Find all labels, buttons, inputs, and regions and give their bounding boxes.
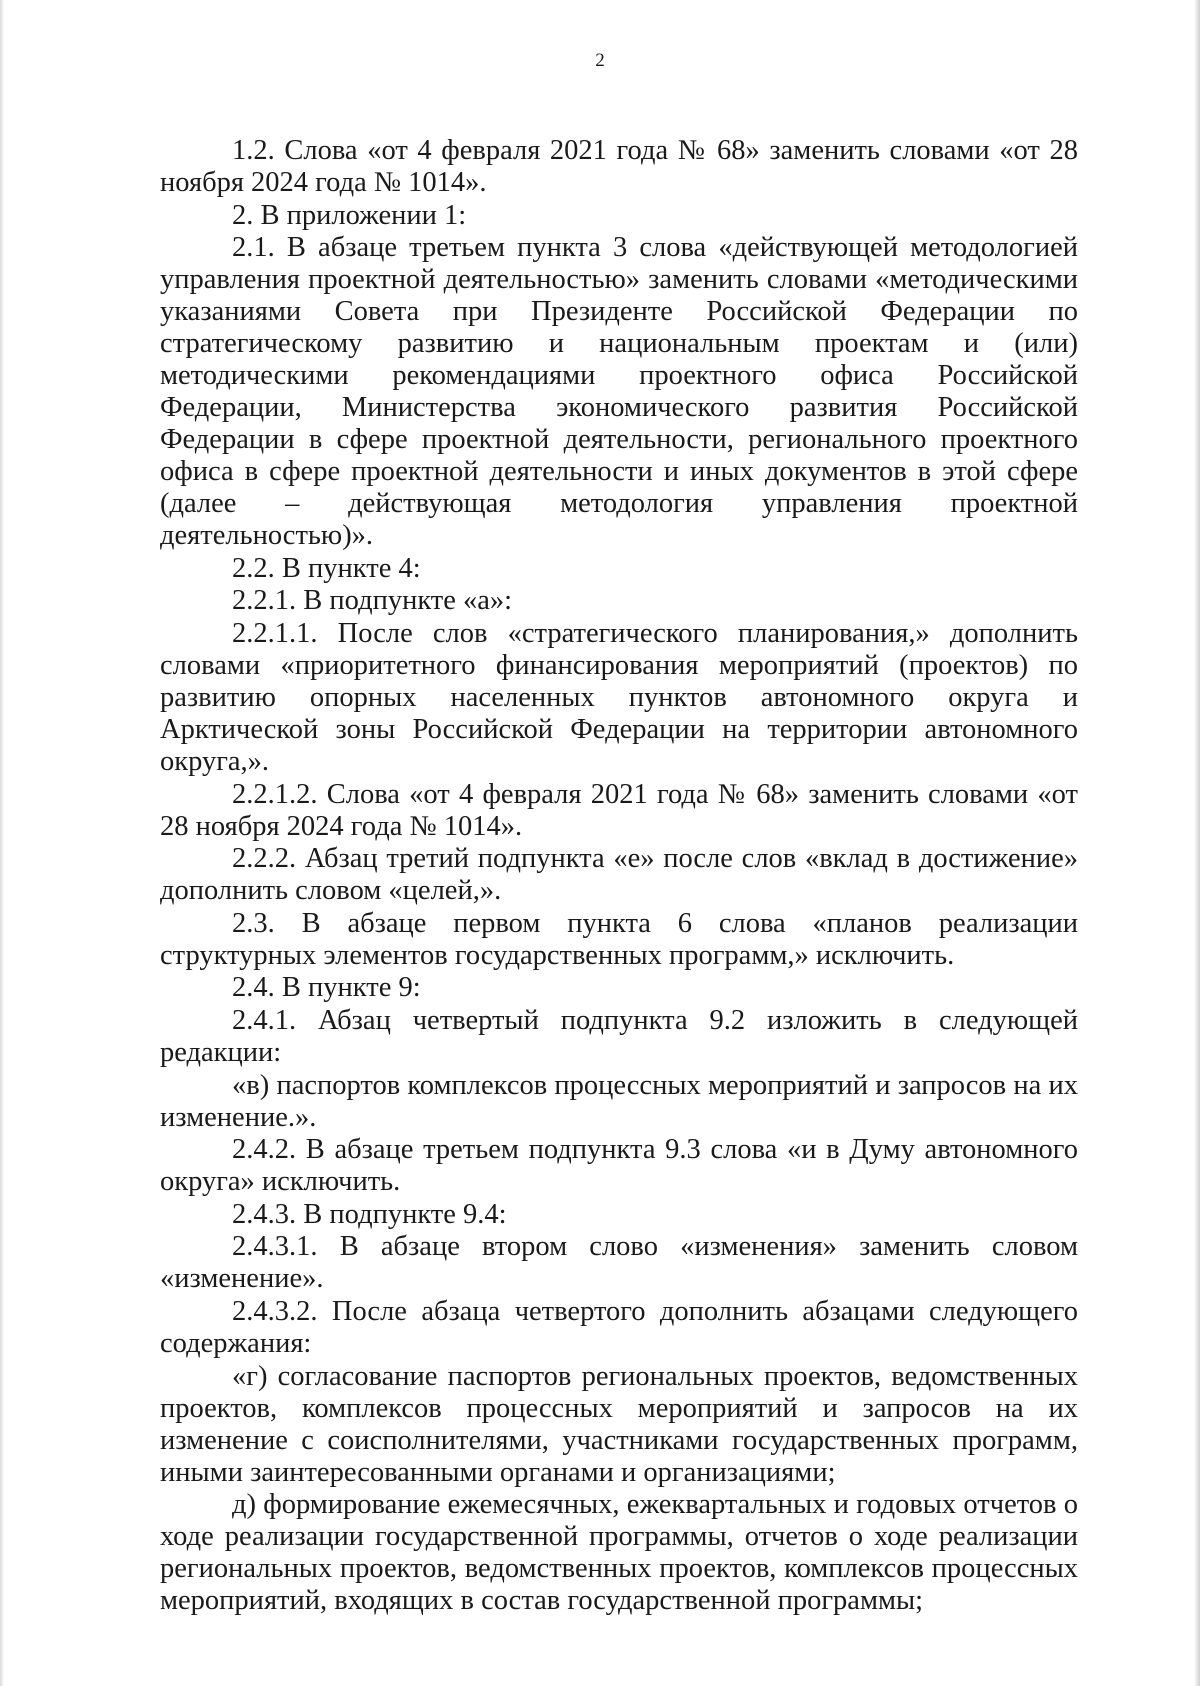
paragraph-quote-g: «г) согласование паспортов региональных проектов, ведомственных проектов, комплексов процессных мероприятий и запросов на их изменение с соисполнителями, участниками государственных программ, иными заинтересованными органами и организациями; — [160, 1360, 1078, 1488]
paragraph-2-2-1: 2.2.1. В подпункте «а»: — [232, 585, 513, 617]
paragraph-2-2-2: 2.2.2. Абзац третий подпункта «е» после слов «вклад в достижение» дополнить словом «целей,». — [160, 843, 1078, 907]
paragraph-2-4-3-2: 2.4.3.2. После абзаца четвертого дополнить абзацами следующего содержания: — [160, 1295, 1078, 1359]
paragraph-2-2-1-1: 2.2.1.1. После слов «стратегического планирования,» дополнить словами «приоритетного финансирования мероприятий (проектов) по развитию опорных населенных пунктов автономного округа и Арктической зоны Российской Федерации на территории автономного округа,». — [160, 617, 1078, 777]
paragraph-2-4-1: 2.4.1. Абзац четвертый подпункта 9.2 изложить в следующей редакции: — [160, 1004, 1078, 1068]
paragraph-2-4: 2.4. В пункте 9: — [232, 972, 421, 1004]
paragraph-2-1: 2.1. В абзаце третьем пункта 3 слова «действующей методологией управления проектной деятельностью» заменить словами «методическими указаниями Совета при Президенте Российской Федерации по стратегическому развитию и национальным проектам и (или) методическими рекомендациями проектного офиса Российской Федерации, Министерства экономического развития Российской Федерации в сфере проектной деятельности, регионального проектного офиса в сфере проектной деятельности и иных документов в этой сфере (далее – действующая методология управления проектной деятельностью)». — [160, 232, 1078, 552]
scan-edge-left — [0, 0, 4, 1686]
page-number: 2 — [595, 50, 605, 71]
paragraph-quote-d: д) формирование ежемесячных, ежеквартальных и годовых отчетов о ходе реализации государственной программы, отчетов о ходе реализации региональных проектов, ведомственных проектов, комплексов процессных мероприятий, входящих в состав государственной программы; — [160, 1489, 1078, 1617]
document-body — [160, 135, 1078, 1618]
paragraph-2-3: 2.3. В абзаце первом пункта 6 слова «планов реализации структурных элементов государственных программ,» исключить. — [160, 907, 1078, 971]
paragraph-2: 2. В приложении 1: — [232, 199, 467, 231]
paragraph-2-2: 2.2. В пункте 4: — [232, 552, 421, 584]
scan-edge-right — [1194, 0, 1200, 1686]
paragraph-2-4-2: 2.4.2. В абзаце третьем подпункта 9.3 слова «и в Думу автономного округа» исключить. — [160, 1134, 1078, 1198]
paragraph-1-2: 1.2. Слова «от 4 февраля 2021 года № 68» заменить словами «от 28 ноября 2024 года № 1014». — [160, 135, 1078, 198]
paragraph-2-4-1-quote: «в) паспортов комплексов процессных мероприятий и запросов на их изменение.». — [160, 1069, 1078, 1133]
paragraph-2-4-3: 2.4.3. В подпункте 9.4: — [232, 1198, 507, 1230]
paragraph-2-2-1-2: 2.2.1.2. Слова «от 4 февраля 2021 года № 68» заменить словами «от 28 ноября 2024 года № 1014». — [160, 778, 1078, 842]
paragraph-2-4-3-1: 2.4.3.1. В абзаце втором слово «изменения» заменить словом «изменение». — [160, 1231, 1078, 1295]
